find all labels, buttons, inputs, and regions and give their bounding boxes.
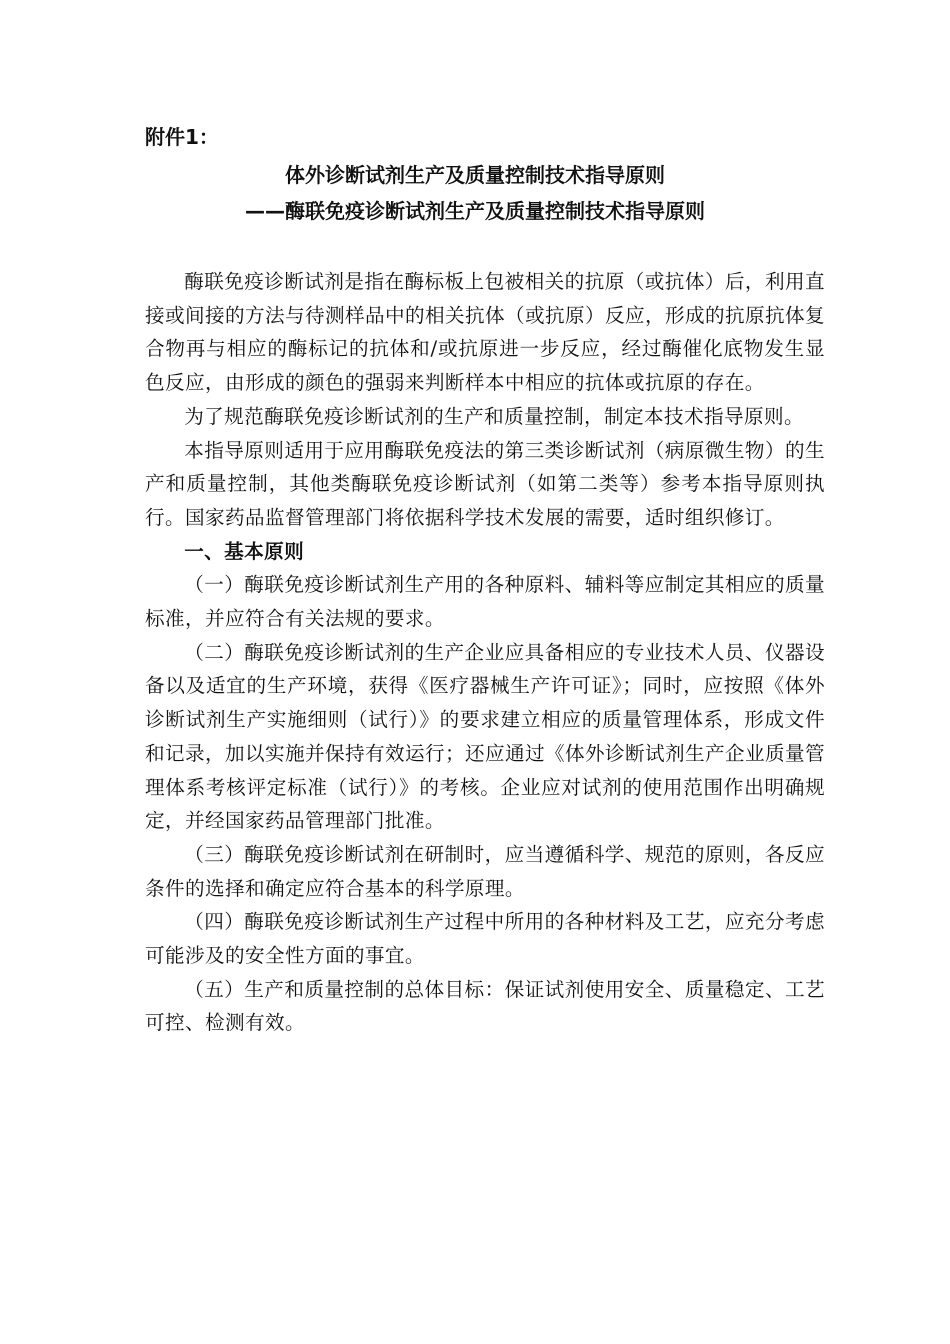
annex-label: 附件1：	[145, 125, 219, 149]
document-body	[145, 265, 825, 1040]
principle-item: （二）酶联免疫诊断试剂的生产企业应具备相应的专业技术人员、仪器设备以及适宜的生产环境，获得《医疗器械生产许可证》；同时，应按照《体外诊断试剂生产实施细则（试行）》的要求建立相应的质量管理体系，形成文件和记录，加以实施并保持有效运行；还应通过《体外诊断试剂生产企业质量管理体系考核评定标准（试行）》的考核。企业应对试剂的使用范围作出明确规定，并经国家药品管理部门批准。	[145, 640, 825, 833]
purpose-paragraph: 为了规范酶联免疫诊断试剂的生产和质量控制，制定本技术指导原则。	[184, 404, 804, 428]
document-title: 体外诊断试剂生产及质量控制技术指导原则	[285, 163, 665, 187]
scope-paragraph: 本指导原则适用于应用酶联免疫法的第三类诊断试剂（病原微生物）的生产和质量控制，其他类酶联免疫诊断试剂（如第二类等）参考本指导原则执行。国家药品监督管理部门将依据科学技术发展的需要，适时组织修订。	[145, 438, 825, 529]
section-heading-basic-principles: 一、基本原则	[184, 539, 305, 563]
principle-item: （四）酶联免疫诊断试剂生产过程中所用的各种材料及工艺，应充分考虑可能涉及的安全性方面的事宜。	[145, 910, 825, 968]
principle-item: （三）酶联免疫诊断试剂在研制时，应当遵循科学、规范的原则，各反应条件的选择和确定应符合基本的科学原理。	[145, 842, 825, 900]
document-subtitle: ——酶联免疫诊断试剂生产及质量控制技术指导原则	[245, 199, 705, 223]
principle-item: （一）酶联免疫诊断试剂生产用的各种原料、辅料等应制定其相应的质量标准，并应符合有关法规的要求。	[145, 573, 825, 631]
principle-item: （五）生产和质量控制的总体目标：保证试剂使用安全、质量稳定、工艺可控、检测有效。	[145, 977, 825, 1035]
intro-paragraph: 酶联免疫诊断试剂是指在酶标板上包被相关的抗原（或抗体）后，利用直接或间接的方法与待测样品中的相关抗体（或抗原）反应，形成的抗原抗体复合物再与相应的酶标记的抗体和/或抗原进一步反应，经过酶催化底物发生显色反应，由形成的颜色的强弱来判断样本中相应的抗体或抗原的存在。	[145, 270, 825, 395]
